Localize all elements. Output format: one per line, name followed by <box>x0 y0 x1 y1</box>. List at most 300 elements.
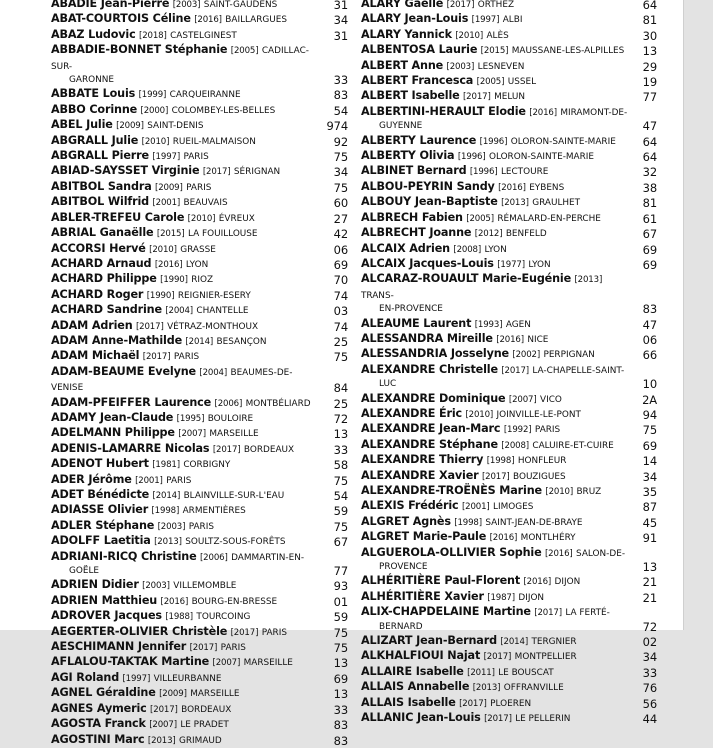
entry-city: AGEN <box>505 319 531 330</box>
directory-entry <box>361 438 657 453</box>
entry-line <box>51 625 348 640</box>
entry-department: 31 <box>333 0 348 12</box>
directory-entry <box>361 226 657 241</box>
directory-entry <box>361 0 657 12</box>
entry-name: ALEXANDRE-TROËNÈS Marine <box>361 484 542 497</box>
entry-year: [2016] <box>194 15 222 26</box>
entry-year: [2017] <box>446 0 475 10</box>
entry-city: VILLEURBANNE <box>153 673 222 684</box>
entry-department: 75 <box>333 180 348 195</box>
entry-city: BOUZIGUES <box>513 471 566 482</box>
entry-line <box>361 590 657 605</box>
entry-name: ALLAIRE Isabelle <box>361 664 464 678</box>
directory-entry <box>361 164 657 179</box>
entry-department: 94 <box>642 407 657 422</box>
entry-year: [2004] <box>165 306 194 317</box>
entry-name: ALBERTINI-HERAULT Elodie <box>361 104 526 118</box>
entry-city: VICO <box>540 394 562 405</box>
directory-entry <box>51 717 348 732</box>
entry-name: ABEL Julie <box>51 118 113 132</box>
entry-city: RIOZ <box>191 275 214 286</box>
entry-year: [1990] <box>146 290 175 301</box>
entry-line <box>361 28 657 43</box>
directory-entry <box>51 625 348 640</box>
directory-entry <box>361 74 657 89</box>
directory-entry <box>51 118 348 133</box>
entry-year: [2003] <box>157 521 186 532</box>
entry-line <box>51 519 348 534</box>
directory-entry <box>51 365 348 396</box>
entry-line <box>361 195 657 210</box>
entry-name: ALCARAZ-ROUAULT Marie-Eugénie <box>361 272 572 286</box>
directory-entry <box>51 503 348 518</box>
entry-line <box>51 473 348 488</box>
directory-entry <box>361 515 657 530</box>
entry-line <box>51 257 348 272</box>
entry-city: SÉRIGNAN <box>233 167 281 178</box>
entry-year: [2017] <box>534 608 562 619</box>
entry-name: ALARY Yannick <box>361 27 452 41</box>
entry-name: ALIZART Jean-Bernard <box>361 634 497 648</box>
directory-entry <box>51 43 348 87</box>
entry-line <box>51 686 348 701</box>
entry-city: ORTHEZ <box>477 0 515 10</box>
entry-department: 974 <box>326 119 348 134</box>
directory-entry <box>361 634 657 649</box>
directory-entry <box>361 149 657 164</box>
entry-city: VÉTRAZ-MONTHOUX <box>167 321 259 332</box>
entry-city: MONTLHÉRY <box>520 533 576 544</box>
entry-line <box>361 272 657 303</box>
directory-entry <box>51 0 348 12</box>
entry-year: [2006] <box>214 398 243 409</box>
entry-department: 42 <box>333 227 348 242</box>
entry-line <box>361 696 657 711</box>
entry-city: REIGNIER-ESERY <box>177 290 251 301</box>
entry-department: 77 <box>333 564 348 579</box>
entry-year: [2003] <box>172 0 201 10</box>
entry-department: 30 <box>642 28 657 43</box>
entry-department: 64 <box>642 134 657 149</box>
entry-department: 92 <box>333 134 348 149</box>
entry-department: 44 <box>642 712 657 727</box>
directory-entry <box>51 550 348 579</box>
entry-department: 10 <box>642 377 657 392</box>
directory-entry <box>51 28 348 43</box>
entry-year: [2017] <box>135 321 164 332</box>
entry-year: [2016] <box>496 334 524 345</box>
directory-entry <box>51 103 348 118</box>
entry-city-continued: BERNARD <box>379 621 423 632</box>
entry-line <box>361 43 657 58</box>
entry-year: [2017] <box>230 627 259 638</box>
entry-department: 33 <box>333 73 348 88</box>
entry-year: [2010] <box>187 213 216 224</box>
entry-city: PARIS <box>220 643 246 654</box>
entry-city: BRUZ <box>576 487 602 497</box>
entry-city: BORDEAUX <box>181 704 232 715</box>
directory-entry <box>361 317 657 332</box>
directory-entry <box>361 407 657 422</box>
entry-year: [1995] <box>176 413 205 424</box>
entry-name: ALGRET Marie-Paule <box>361 530 487 544</box>
entry-year: [1992] <box>503 425 532 436</box>
entry-line <box>51 164 348 179</box>
entry-department: 29 <box>642 59 657 74</box>
directory-entry <box>51 195 348 210</box>
entry-city: CHANTELLE <box>196 306 249 317</box>
directory-entry <box>51 396 348 411</box>
entry-department: 47 <box>642 119 657 134</box>
entry-city: USSEL <box>507 77 537 88</box>
entry-department: 02 <box>642 635 657 650</box>
entry-name: ALEXANDRE Christelle <box>361 362 498 376</box>
entry-department: 47 <box>642 317 657 332</box>
entry-department: 64 <box>642 0 657 12</box>
entry-city: OFFRANVILLE <box>503 683 564 694</box>
entry-year: [2017] <box>483 652 512 663</box>
entry-city: BOULOIRE <box>207 413 254 424</box>
entry-name: ADAMY Jean-Claude <box>51 410 174 424</box>
entry-name: ABLER-TREFEU Carole <box>51 210 185 224</box>
entry-name: ALESSANDRIA Josselyne <box>361 347 509 361</box>
entry-year: [2000] <box>140 105 169 116</box>
entry-line <box>51 411 348 426</box>
entry-line <box>361 453 657 468</box>
entry-line <box>361 438 657 453</box>
entry-department: 56 <box>642 696 657 711</box>
entry-line <box>51 149 348 164</box>
entry-department: 60 <box>333 196 348 211</box>
entry-name: ALLANIC Jean-Louis <box>361 711 481 725</box>
entry-department: 34 <box>333 165 348 180</box>
directory-entry <box>51 226 348 241</box>
directory-entry <box>51 442 348 457</box>
entry-city: VILLEMOMBLE <box>173 581 237 592</box>
entry-line <box>361 317 657 332</box>
entry-year: [2005] <box>476 77 505 88</box>
entry-department: 01 <box>333 594 348 609</box>
directory-entry <box>51 134 348 149</box>
entry-line <box>361 211 657 226</box>
entry-city: BENFELD <box>505 229 547 240</box>
entry-department: 13 <box>333 687 348 702</box>
entry-year: [1988] <box>165 612 193 623</box>
directory-entry <box>51 426 348 441</box>
entry-line <box>51 242 348 257</box>
entry-line <box>361 12 657 27</box>
entry-department: 75 <box>333 350 348 365</box>
entry-department: 72 <box>642 619 657 634</box>
entry-year: [2009] <box>155 182 183 193</box>
entry-department: 31 <box>333 28 348 43</box>
entry-line <box>361 149 657 164</box>
directory-entry <box>361 499 657 514</box>
entry-city: PARIS <box>186 182 212 193</box>
entry-department: 19 <box>642 75 657 90</box>
entry-city: SAINT-DENIS <box>147 121 204 132</box>
entry-line <box>51 319 348 334</box>
entry-department: 66 <box>642 348 657 363</box>
directory-entry <box>51 519 348 534</box>
entry-department: 84 <box>333 381 348 396</box>
entry-year: [1998] <box>151 506 180 517</box>
entry-name: ABBATE Louis <box>51 87 136 101</box>
entry-name: ADAM Michaël <box>51 349 140 363</box>
entry-year: [2010] <box>141 136 170 147</box>
entry-year: [1998] <box>486 456 515 467</box>
entry-city: BEAUVAIS <box>183 198 228 209</box>
entry-year: [2008] <box>453 244 482 255</box>
directory-entry <box>51 288 348 303</box>
entry-city: OLORON-SAINTE-MARIE <box>510 136 616 147</box>
entry-department: 91 <box>642 531 657 546</box>
directory-entry <box>361 242 657 257</box>
entry-city: NICE <box>527 334 549 345</box>
entry-name: ALBOU-PEYRIN Sandy <box>361 179 495 193</box>
entry-year: [2010] <box>149 244 177 255</box>
entry-line <box>51 609 348 624</box>
entry-name: ALGRET Agnès <box>361 514 451 528</box>
entry-name: ABITBOL Wilfrid <box>51 195 150 209</box>
entry-department: 54 <box>333 103 348 118</box>
entry-line <box>51 226 348 241</box>
entry-department: 27 <box>333 211 348 226</box>
entry-city: BESANÇON <box>216 336 267 347</box>
entry-year: [2010] <box>455 30 484 41</box>
entry-line <box>361 469 657 484</box>
entry-city-continued: EN-PROVENCE <box>379 304 443 315</box>
entry-name: ABGRALL Pierre <box>51 149 149 163</box>
entry-year: [2017] <box>462 92 491 103</box>
entry-line <box>361 665 657 680</box>
entry-city: MARSEILLE <box>209 429 259 440</box>
entry-line <box>361 392 657 407</box>
entry-year: [2003] <box>142 581 170 592</box>
entry-name: ALEXANDRE Dominique <box>361 391 506 405</box>
entry-year: [2003] <box>446 61 475 72</box>
entry-year: [2017] <box>142 352 171 363</box>
entry-city: LE BOUSCAT <box>498 667 554 678</box>
entry-city: LIMOGES <box>493 502 534 513</box>
entry-year: [2017] <box>459 698 487 709</box>
entry-name: ALGUEROLA-OLLIVIER Sophie <box>361 545 542 559</box>
entry-year: [1993] <box>474 319 503 330</box>
entry-line <box>361 605 657 620</box>
directory-entry <box>361 546 657 575</box>
entry-department: 59 <box>333 504 348 519</box>
entry-line <box>51 195 348 210</box>
directory-entry <box>361 180 657 195</box>
entry-city: MELUN <box>494 92 525 103</box>
entry-line <box>361 711 657 726</box>
entry-department: 67 <box>333 535 348 550</box>
entry-department: 34 <box>642 469 657 484</box>
entry-name: AESCHIMANN Jennifer <box>51 640 187 654</box>
directory-entry <box>361 195 657 210</box>
entry-name: ALBINET Bernard <box>361 164 467 178</box>
entry-city: ARMENTIÈRES <box>182 506 246 517</box>
directory-entry <box>361 574 657 589</box>
entry-year: [1997] <box>471 15 500 26</box>
entry-name: ABIAD-SAYSSET Virginie <box>51 164 200 178</box>
entry-year: [2014] <box>152 491 181 501</box>
entry-line <box>361 347 657 362</box>
entry-year: [1981] <box>152 460 180 471</box>
directory-entry <box>51 272 348 287</box>
entry-name: ADRIEN Matthieu <box>51 593 158 607</box>
entry-name: ADIASSE Olivier <box>51 503 149 517</box>
entry-year: [2013] <box>472 683 501 694</box>
entry-year: [2010] <box>545 487 574 497</box>
directory-entry <box>361 43 657 58</box>
entry-department: 34 <box>642 650 657 665</box>
entry-year: [1997] <box>122 673 151 684</box>
entry-department: 83 <box>333 718 348 733</box>
entry-city: MARSEILLE <box>243 658 293 669</box>
entry-year: [1996] <box>479 136 508 147</box>
entry-department: 59 <box>333 610 348 625</box>
entry-department: 83 <box>333 88 348 103</box>
entry-city: PARIS <box>188 521 214 532</box>
entry-year: [2015] <box>480 46 509 57</box>
entry-line <box>361 164 657 179</box>
directory-entry <box>51 87 348 102</box>
entry-line <box>51 12 348 27</box>
directory-entry <box>51 733 348 748</box>
entry-year: [2016] <box>154 259 183 270</box>
entry-line <box>51 534 348 549</box>
directory-entry <box>361 105 657 134</box>
directory-column-right <box>361 0 657 727</box>
entry-city: MARSEILLE <box>190 689 240 700</box>
entry-department: 21 <box>642 575 657 590</box>
directory-entry <box>361 89 657 104</box>
entry-city: LA FOUILLOUSE <box>188 229 258 240</box>
directory-entry <box>51 164 348 179</box>
entry-department: 81 <box>642 13 657 28</box>
entry-line <box>51 334 348 349</box>
directory-entry <box>361 211 657 226</box>
entry-city: SOULTZ-SOUS-FORÊTS <box>185 537 286 548</box>
directory-entry <box>51 702 348 717</box>
entry-department: 45 <box>642 515 657 530</box>
entry-name: ADOLFF Laetitia <box>51 534 151 548</box>
entry-department: 69 <box>642 438 657 453</box>
entry-department: 75 <box>642 423 657 438</box>
entry-city: GRIMAUD <box>179 735 222 746</box>
directory-entry <box>361 469 657 484</box>
directory-entry <box>361 272 657 316</box>
directory-entry <box>51 578 348 593</box>
entry-city: LYON <box>484 244 507 255</box>
directory-entry <box>51 334 348 349</box>
entry-city: RÉMALARD-EN-PERCHE <box>497 213 601 224</box>
entry-year: [2004] <box>199 367 228 378</box>
directory-entry <box>361 134 657 149</box>
entry-name: ALBENTOSA Laurie <box>361 43 478 57</box>
directory-entry <box>51 671 348 686</box>
entry-line <box>361 74 657 89</box>
entry-city: RUEIL-MALMAISON <box>172 136 256 147</box>
entry-line <box>51 0 348 12</box>
directory-entry <box>51 473 348 488</box>
directory-entry <box>361 590 657 605</box>
directory-entry <box>51 242 348 257</box>
directory-entry <box>51 303 348 318</box>
entry-name: ALEAUME Laurent <box>361 316 472 330</box>
entry-department: 83 <box>642 302 657 317</box>
entry-year: [2002] <box>512 350 541 361</box>
directory-entry <box>361 530 657 545</box>
entry-line <box>51 272 348 287</box>
entry-city: BLAINVILLE-SUR-L'EAU <box>183 491 285 501</box>
entry-department: 69 <box>642 257 657 272</box>
entry-line <box>51 655 348 670</box>
entry-city: SALON-DE- <box>576 548 626 559</box>
entry-name: ABAT-COURTOIS Céline <box>51 12 191 26</box>
entry-line <box>361 332 657 347</box>
entry-year: [1996] <box>469 167 498 178</box>
entry-name: ALLAIS Isabelle <box>361 695 456 709</box>
entry-line <box>361 89 657 104</box>
entry-year: [1987] <box>487 592 515 603</box>
entry-line <box>51 43 348 74</box>
entry-line <box>51 426 348 441</box>
entry-line <box>361 226 657 241</box>
entry-name: ALBERT Isabelle <box>361 89 460 103</box>
entry-city: TOURCOING <box>196 612 251 623</box>
entry-name: AEGERTER-OLIVIER Christèle <box>51 624 228 638</box>
entry-department: 72 <box>333 411 348 426</box>
entry-name: AFLALOU-TAKTAK Martine <box>51 655 210 669</box>
entry-name: ACHARD Philippe <box>51 272 157 286</box>
entry-city: ÉVREUX <box>218 213 255 224</box>
entry-line <box>361 515 657 530</box>
entry-department: 21 <box>642 590 657 605</box>
directory-entry <box>361 59 657 74</box>
entry-city: MAUSSANE-LES-ALPILLES <box>511 46 625 57</box>
entry-name: ABITBOL Sandra <box>51 179 152 193</box>
entry-city: OLORON-SAINTE-MARIE <box>488 152 595 163</box>
entry-city: BAILLARGUES <box>225 15 288 26</box>
entry-name: ADER Jérôme <box>51 472 132 486</box>
entry-city: LA FERTÉ- <box>565 608 610 619</box>
entry-line <box>51 396 348 411</box>
entry-year: [2018] <box>139 30 167 41</box>
entry-name: ABBADIE-BONNET Stéphanie <box>51 43 228 57</box>
entry-department: 77 <box>642 90 657 105</box>
entry-department: 03 <box>333 304 348 319</box>
directory-entry <box>361 484 657 499</box>
entry-department: 93 <box>333 579 348 594</box>
entry-name: AGOSTA Franck <box>51 717 146 731</box>
entry-line <box>51 733 348 748</box>
entry-line <box>51 671 348 686</box>
entry-name: ABAZ Ludovic <box>51 27 136 41</box>
entry-city: CARQUEIRANNE <box>169 90 241 101</box>
entry-department: 83 <box>333 733 348 748</box>
entry-name: ACHARD Sandrine <box>51 303 162 317</box>
entry-city: ALÈS <box>486 30 509 41</box>
entry-name: AGNEL Géraldine <box>51 686 156 700</box>
entry-city: DAMMARTIN-EN- <box>231 552 305 563</box>
entry-department: 58 <box>333 458 348 473</box>
entry-department: 70 <box>333 273 348 288</box>
entry-department: 2A <box>642 392 657 407</box>
entry-department: 75 <box>333 625 348 640</box>
entry-year: [2016] <box>489 533 518 544</box>
